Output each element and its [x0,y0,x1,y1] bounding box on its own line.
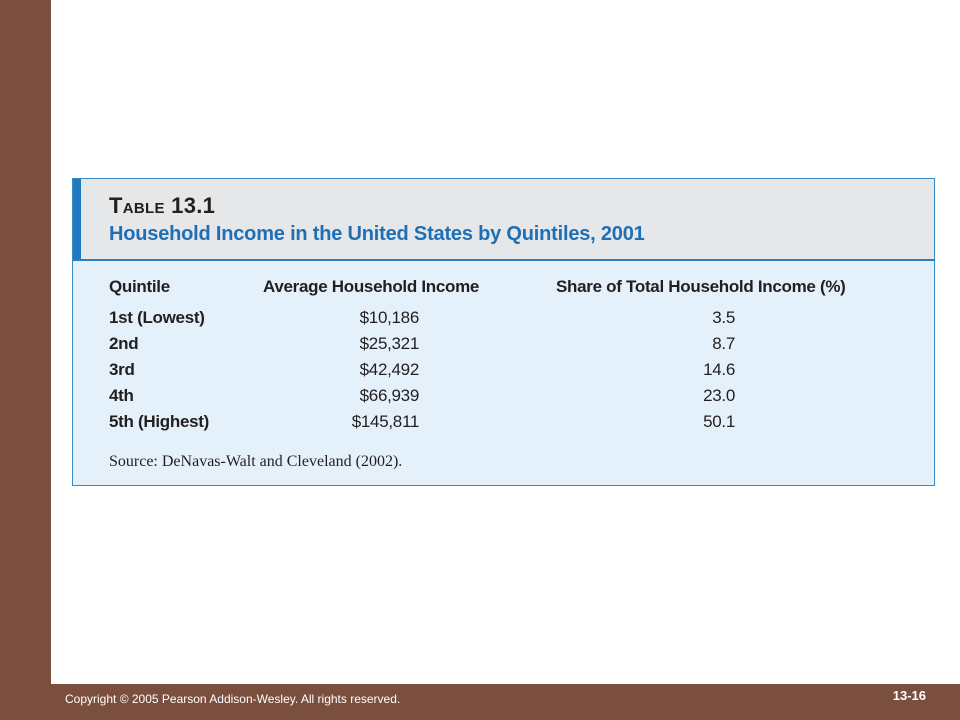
quintile-cell: 4th [109,386,134,405]
share-cell: 8.7 [712,334,735,353]
copyright-notice: Copyright © 2005 Pearson Addison-Wesley. All rights reserved. [65,692,401,706]
column-header-quintile: Quintile [109,277,170,296]
quintile-cell: 2nd [109,334,139,353]
table-label: Table 13.1 [109,193,216,218]
income-cell: $10,186 [359,308,419,327]
share-cell: 23.0 [703,386,735,405]
left-frame-bar [0,0,51,720]
table-title: Household Income in the United States by Quintiles, 2001 [109,223,645,245]
slide-number: 13-16 [892,688,926,703]
quintile-cell: 3rd [109,360,135,379]
header-accent-bar [73,179,81,259]
income-cell: $145,811 [351,412,419,431]
share-cell: 50.1 [703,412,735,431]
table-header [73,179,934,261]
column-header-share: Share of Total Household Income (%) [556,277,846,296]
income-cell: $42,492 [359,360,419,379]
column-header-average-income: Average Household Income [263,277,480,296]
quintile-cell: 5th (Highest) [109,412,209,431]
quintile-cell: 1st (Lowest) [109,308,205,327]
share-cell: 3.5 [712,308,735,327]
share-cell: 14.6 [703,360,735,379]
table-source-note: Source: DeNavas-Walt and Cleveland (2002). [109,453,403,470]
data-table [72,178,935,486]
income-cell: $25,321 [359,334,419,353]
income-cell: $66,939 [359,386,419,405]
